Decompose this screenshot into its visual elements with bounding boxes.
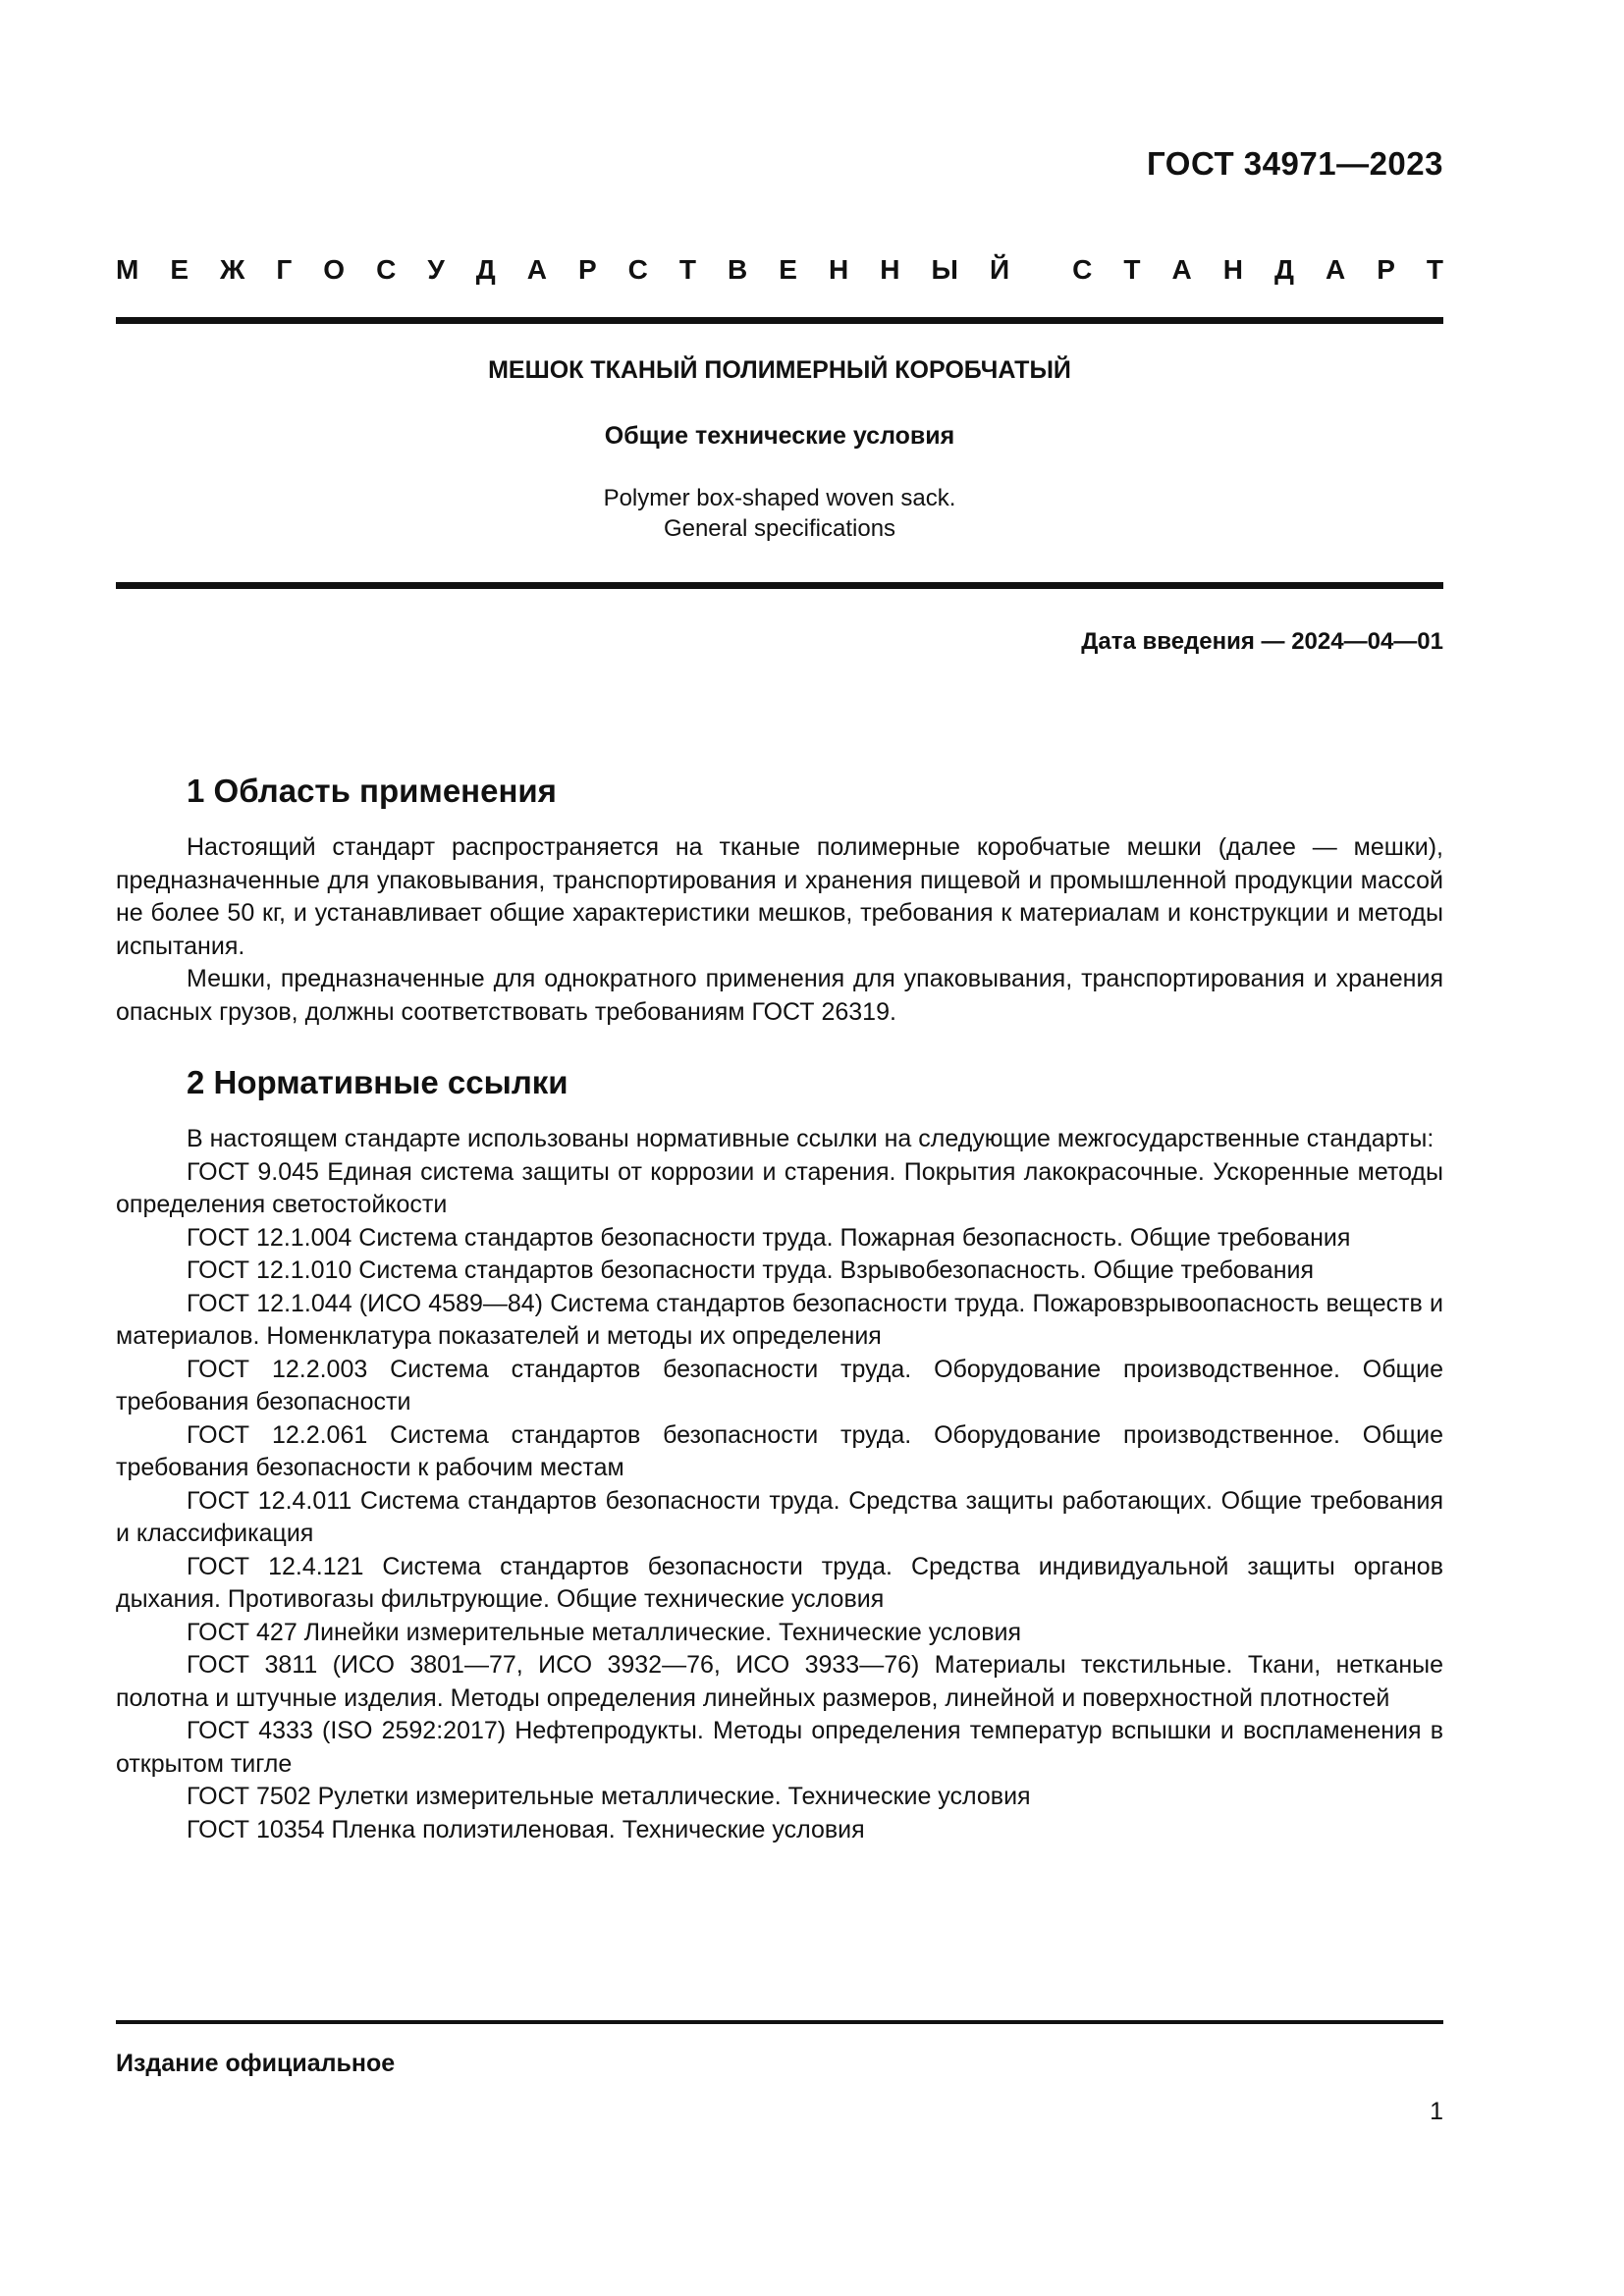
reference-item: ГОСТ 12.1.004 Система стандартов безопасности труда. Пожарная безопасность. Общие требования [187, 1223, 1351, 1252]
reference-item: ГОСТ 10354 Пленка полиэтиленовая. Технические условия [187, 1815, 865, 1843]
standard-type-letter: Г [276, 254, 293, 285]
introduction-date: Дата введения — 2024—04—01 [1081, 628, 1443, 655]
standard-type-letter: С [1072, 254, 1093, 285]
reference-item: ГОСТ 427 Линейки измерительные металлические. Технические условия [187, 1618, 1021, 1646]
standard-type-letter: С [627, 254, 648, 285]
reference-item: ГОСТ 7502 Рулетки измерительные металлические. Технические условия [187, 1783, 1031, 1810]
reference-item: ГОСТ 12.1.010 Система стандартов безопасности труда. Взрывобезопасность. Общие требования [187, 1256, 1315, 1284]
standard-type-letter: Т [1123, 254, 1141, 285]
standard-type-letter: Е [170, 254, 189, 285]
standard-type-letter: М [116, 254, 139, 285]
normative-references-list [116, 1156, 1443, 1847]
standard-type-heading [116, 254, 1443, 286]
standard-type-letter: Н [1222, 254, 1243, 285]
reference-item: ГОСТ 12.2.003 Система стандартов безопасности труда. Оборудование производственное. Общие требования безопасности [116, 1355, 1443, 1415]
section-1-paragraph: Мешки, предназначенные для однократного применения для упаковывания, транспортирования и хранения опасных грузов, должны соответствовать требованиям ГОСТ 26319. [116, 965, 1443, 1026]
page-number: 1 [1430, 2098, 1443, 2125]
standard-type-letter: Ж [220, 254, 245, 285]
reference-item: ГОСТ 3811 (ИСО 3801—77, ИСО 3932—76, ИСО 3933—76) Материалы текстильные. Ткани, нетканые полотна и штучные изделия. Методы определения линейных размеров, линейной и поверхностной плотностей [116, 1651, 1443, 1712]
reference-item: ГОСТ 12.4.011 Система стандартов безопасности труда. Средства защиты работающих. Общие требования и классификация [116, 1486, 1443, 1547]
official-edition-label: Издание официальное [116, 2050, 396, 2077]
document-body [116, 771, 1443, 1846]
title-en-line2: General specifications [663, 515, 896, 542]
standard-type-letter: В [728, 254, 748, 285]
standard-type-letter: Д [1273, 254, 1294, 285]
standard-type-letter: Д [475, 254, 496, 285]
standard-type-letter: Н [829, 254, 849, 285]
section-1-title: 1 Область применения [187, 773, 557, 809]
standard-type-letter: Ы [931, 254, 958, 285]
reference-item: ГОСТ 12.4.121 Система стандартов безопасности труда. Средства индивидуальной защиты органов дыхания. Противогазы фильтрующие. Общие технические условия [116, 1552, 1443, 1613]
standard-type-letter: Е [779, 254, 797, 285]
standard-type-letter: Р [577, 254, 597, 285]
standard-type-letter: Т [678, 254, 697, 285]
standard-type-letter: А [526, 254, 547, 285]
footer-divider [116, 2020, 1443, 2024]
title-divider [116, 582, 1443, 589]
standard-type-letter: С [376, 254, 397, 285]
reference-item: ГОСТ 4333 (ISO 2592:2017) Нефтепродукты. Методы определения температур вспышки и воспламенения в открытом тигле [116, 1717, 1443, 1778]
standard-type-letter: Й [989, 254, 1010, 285]
document-title-en [116, 483, 1443, 544]
section-2-intro: В настоящем стандарте использованы нормативные ссылки на следующие межгосударственные стандарты: [187, 1125, 1435, 1152]
standard-type-letter: О [323, 254, 346, 285]
section-2-title: 2 Нормативные ссылки [187, 1064, 568, 1100]
document-subtitle-ru: Общие технические условия [604, 422, 955, 450]
standard-type-letter: А [1171, 254, 1192, 285]
top-divider [116, 317, 1443, 324]
section-1-paragraph: Настоящий стандарт распространяется на тканые полимерные коробчатые мешки (далее — мешки), предназначенные для упаковывания, транспортирования и хранения пищевой и промышленной продукции массой не более 50 кг, и устанавливает общие характеристики мешков, требования к материалам и конструкции и методы испытания. [116, 833, 1443, 960]
document-title-ru: МЕШОК ТКАНЫЙ ПОЛИМЕРНЫЙ КОРОБЧАТЫЙ [488, 356, 1071, 384]
standard-type-letter: Р [1377, 254, 1395, 285]
standard-type-letter: Т [1426, 254, 1443, 285]
standard-type-letter: У [427, 254, 445, 285]
standard-type-letter: А [1325, 254, 1346, 285]
reference-item: ГОСТ 12.1.044 (ИСО 4589—84) Система стандартов безопасности труда. Пожаровзрывоопасность веществ и материалов. Номенклатура показателей и методы их определения [116, 1289, 1443, 1350]
title-en-line1: Polymer box-shaped woven sack. [603, 485, 956, 511]
document-number: ГОСТ 34971—2023 [1147, 145, 1443, 182]
standard-type-letter: Н [880, 254, 900, 285]
reference-item: ГОСТ 12.2.061 Система стандартов безопасности труда. Оборудование производственное. Общие требования безопасности к рабочим местам [116, 1420, 1443, 1481]
reference-item: ГОСТ 9.045 Единая система защиты от коррозии и старения. Покрытия лакокрасочные. Ускоренные методы определения светостойкости [116, 1157, 1443, 1218]
